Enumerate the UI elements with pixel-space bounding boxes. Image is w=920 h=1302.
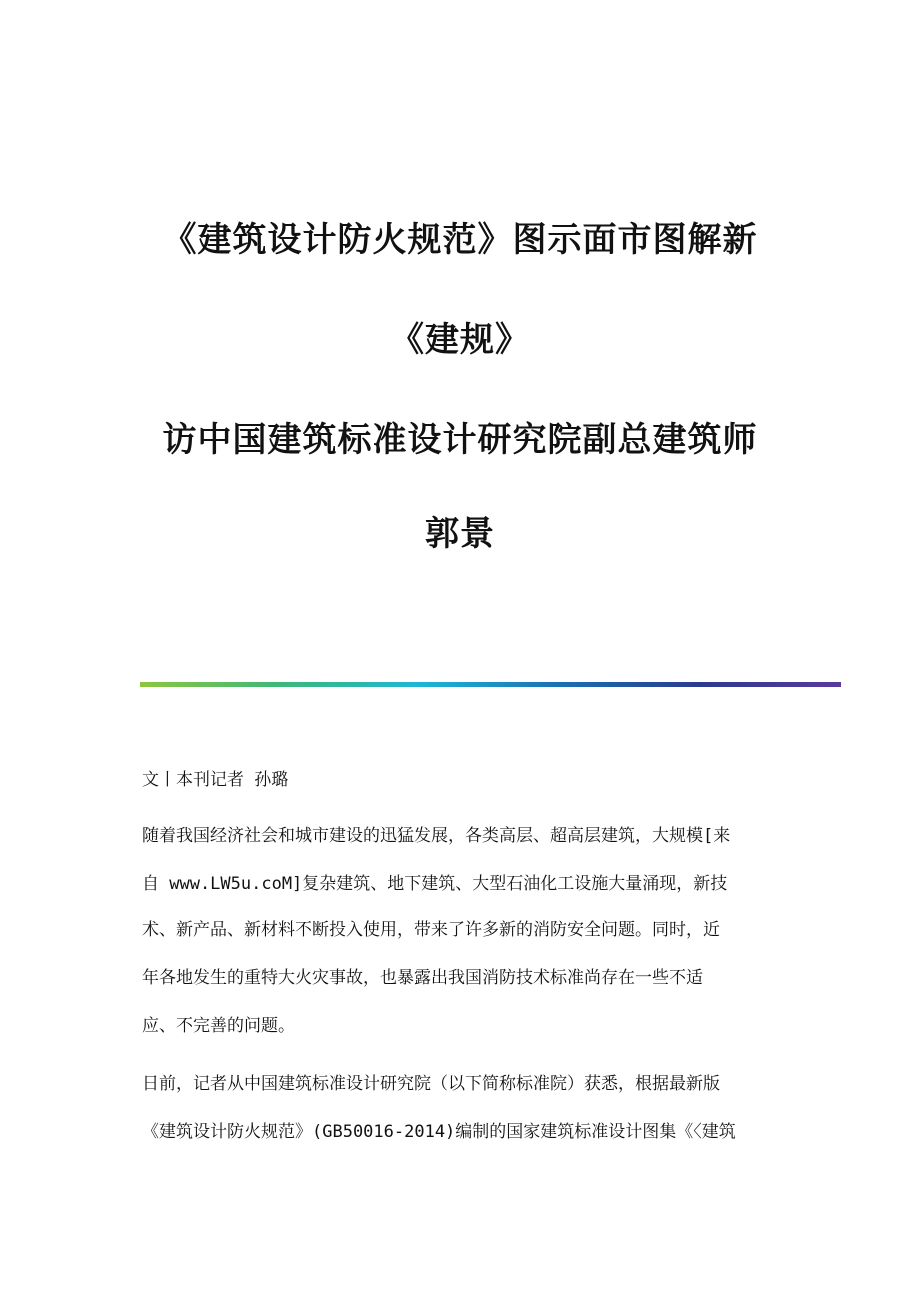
byline: 文丨本刊记者 孙璐: [142, 770, 289, 790]
paragraph-2-line: 《建筑设计防火规范》(GB50016-2014)编制的国家建筑标准设计图集《〈建筑: [142, 1122, 736, 1142]
paragraph-1-line: 随着我国经济社会和城市建设的迅猛发展，各类高层、超高层建筑，大规模[来: [142, 826, 731, 846]
paragraph-1-line: 应、不完善的问题。: [142, 1016, 295, 1036]
paragraph-2-line: 日前，记者从中国建筑标准设计研究院（以下简称标准院）获悉，根据最新版: [142, 1074, 720, 1094]
gradient-divider: [140, 682, 841, 687]
subtitle-line-2: 郭景: [425, 514, 495, 554]
paragraph-1-line: 自 www.LW5u.coM]复杂建筑、地下建筑、大型石油化工设施大量涌现，新技: [142, 874, 728, 894]
paragraph-1-line: 术、新产品、新材料不断投入使用，带来了许多新的消防安全问题。同时，近: [142, 920, 720, 940]
title-line-1: 《建筑设计防火规范》图示面市图解新: [162, 220, 758, 260]
paragraph-1-line: 年各地发生的重特大火灾事故，也暴露出我国消防技术标准尚存在一些不适: [142, 968, 703, 988]
subtitle-line-1: 访中国建筑标准设计研究院副总建筑师: [162, 420, 758, 460]
title-line-2: 《建规》: [390, 320, 530, 360]
